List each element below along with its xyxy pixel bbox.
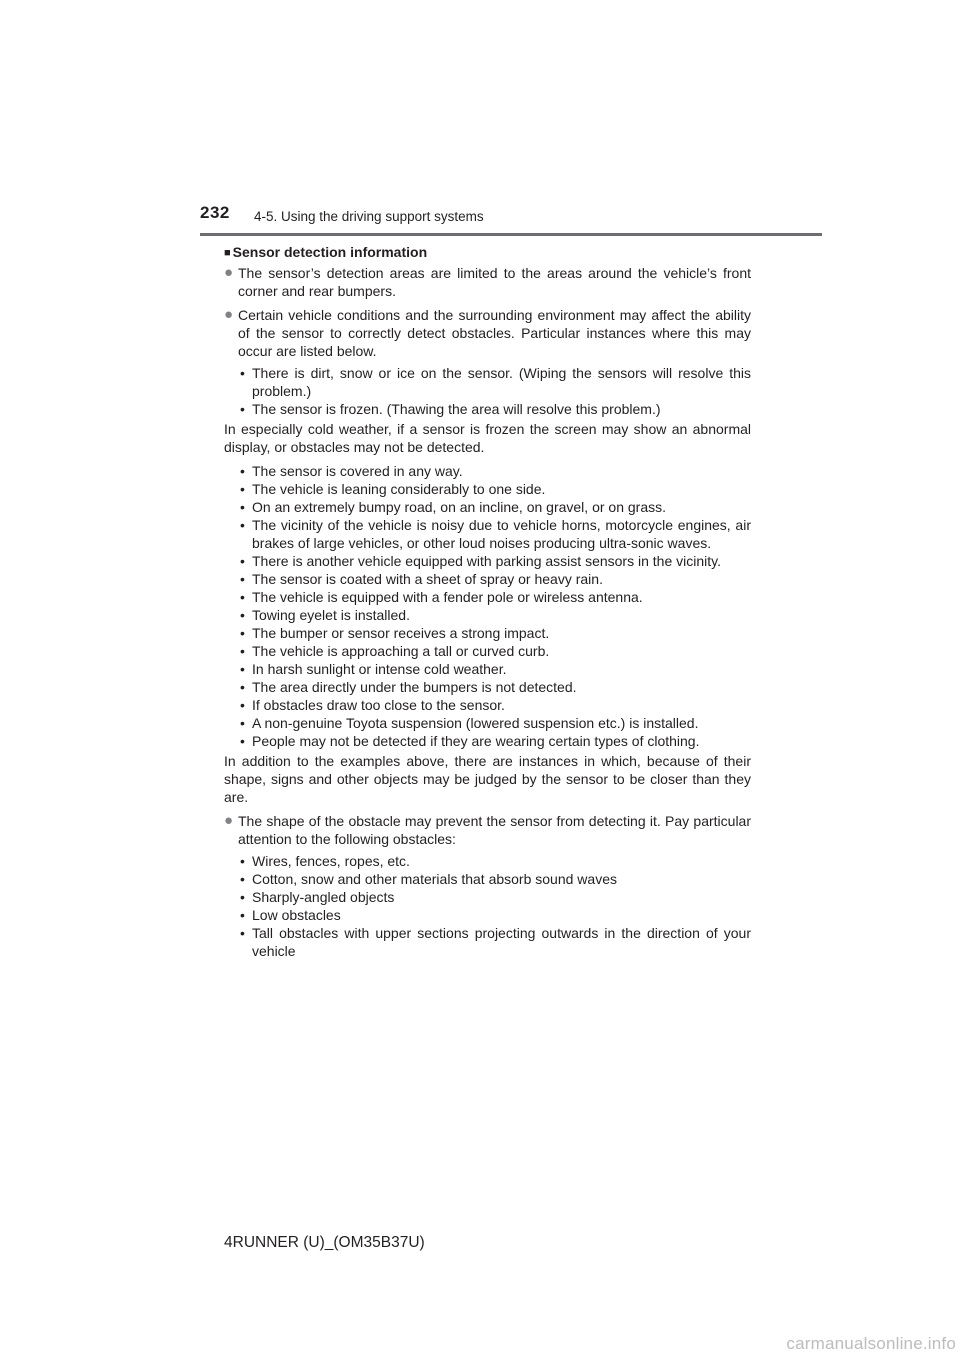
page-number: 232 [200,203,230,222]
condition-list-1 [224,364,751,418]
list-item: • The vehicle is approaching a tall or curved curb. [238,642,751,660]
list-item: • In harsh sunlight or intense cold weather. [238,660,751,678]
bullet-text: Certain vehicle conditions and the surrounding environment may affect the ability of the sensor to correctly detect obstacles. Particular instances where this may occur are listed below. [238,307,751,359]
list-item: • There is dirt, snow or ice on the sensor. (Wiping the sensors will resolve this problem.) [238,364,751,400]
list-item: • The vehicle is equipped with a fender pole or wireless antenna. [238,588,751,606]
list-item: • The area directly under the bumpers is not detected. [238,678,751,696]
footer-model: 4RUNNER (U)_(OM35B37U) [224,1234,425,1251]
list-item: • The bumper or sensor receives a strong impact. [238,624,751,642]
list-item: • People may not be detected if they are wearing certain types of clothing. [238,732,751,750]
list-item: • Tall obstacles with upper sections projecting outwards in the direction of your vehicle [238,924,751,960]
circle-bullet-item [224,306,751,360]
section-title: 4-5. Using the driving support systems [254,209,484,224]
list-item: • The sensor is covered in any way. [238,462,751,480]
circle-bullet-icon: ● [224,306,234,323]
cold-weather-note: In especially cold weather, if a sensor is frozen the screen may show an abnormal display, or obstacles may not be detected. [224,421,751,455]
list-item: • Sharply-angled objects [238,888,751,906]
list-item: • Low obstacles [238,906,751,924]
bullet-text: The sensor’s detection areas are limited to the areas around the vehicle’s front corner and rear bumpers. [238,265,751,299]
list-item: • On an extremely bumpy road, on an incline, on gravel, or on grass. [238,498,751,516]
list-item: • Wires, fences, ropes, etc. [238,852,751,870]
watermark: carmanualsonline.info [786,1334,956,1353]
bullet-text: The shape of the obstacle may prevent the sensor from detecting it. Pay particular attention to the following obstacles: [238,813,751,847]
list-item: • The sensor is frozen. (Thawing the area will resolve this problem.) [238,400,751,418]
obstacle-list [224,852,751,960]
circle-bullet-icon: ● [224,264,234,281]
list-item: • There is another vehicle equipped with parking assist sensors in the vicinity. [238,552,751,570]
section-heading [224,243,751,262]
list-item: • Cotton, snow and other materials that absorb sound waves [238,870,751,888]
list-item: • The sensor is coated with a sheet of spray or heavy rain. [238,570,751,588]
shape-note: In addition to the examples above, there are instances in which, because of their shape, signs and other objects may be judged by the sensor to be closer than they are. [224,753,751,805]
list-item: • Towing eyelet is installed. [238,606,751,624]
header-rule [200,233,822,236]
condition-list-2 [224,462,751,750]
circle-bullet-icon: ● [224,812,234,829]
circle-bullet-item [224,812,751,848]
heading-text: Sensor detection information [232,244,428,260]
list-item: • The vicinity of the vehicle is noisy due to vehicle horns, motorcycle engines, air brakes of large vehicles, or other loud noises producing ultra-sonic waves. [238,516,751,552]
circle-bullet-item [224,264,751,300]
list-item: • A non-genuine Toyota suspension (lowered suspension etc.) is installed. [238,714,751,732]
list-item: • If obstacles draw too close to the sensor. [238,696,751,714]
list-item: • The vehicle is leaning considerably to one side. [238,480,751,498]
content-body [224,243,751,962]
square-bullet-icon: ■ [224,247,231,259]
